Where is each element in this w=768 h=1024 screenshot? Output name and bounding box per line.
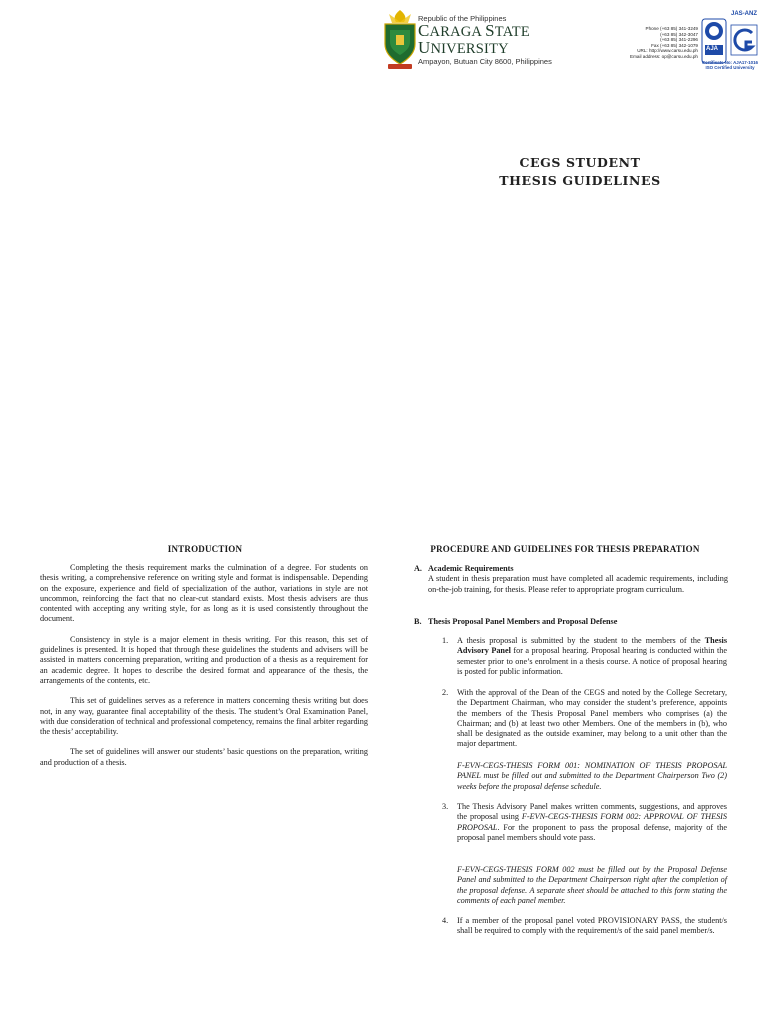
university-seal-logo xyxy=(381,8,419,70)
item-2-note: F-EVN-CEGS-THESIS FORM 001: NOMINATION OF THESIS PROPOSAL PANEL must be filled out and submitted to the Department Chairperson Two (2) weeks before the proposal defense schedule. xyxy=(457,761,727,791)
item-2-text: With the approval of the Dean of the CEGS and noted by the College Secretary, the Department Chairman, who may consider the student’s preference, appoints the members of the Thesis Proposal Panel members who comprises (a) the Chairman; and (b) at least two other Members. One of the members in (b), who shall be designated as the outside examiner, may belong to a unit other than the major department. xyxy=(457,688,727,749)
item-4-text: If a member of the proposal panel voted PROVISIONARY PASS, the student/s shall be required to comply with the requirement/s of the said panel member/s. xyxy=(457,916,727,936)
item-3-text: The Thesis Advisory Panel makes written comments, suggestions, and approves the proposal using F-EVN-CEGS-THESIS FORM 002: APPROVAL OF THESIS PROPOSAL. For the proponent to pass the proposal defense, majority of the proposal panel members should vote pass. xyxy=(457,802,727,842)
aja-label: AJA xyxy=(706,46,719,52)
item-3-note: F-EVN-CEGS-THESIS FORM 002 must be filled out by the Proposal Defense Panel and submitted to the Department Chairperson right after the completion of the proposal defense. A separate sheet should be attached to this form stating the comments of each panel member. xyxy=(457,865,727,905)
republic-label: Republic of the Philippines xyxy=(418,14,507,23)
intro-paragraph-4: The set of guidelines will answer our students’ basic questions on the preparation, writing and production of a thesis. xyxy=(40,747,368,767)
item-1-number: 1. xyxy=(442,636,449,645)
university-address: Ampayon, Butuan City 8600, Philippines xyxy=(418,57,552,66)
intro-paragraph-2: Consistency in style is a major element in thesis writing. For this reason, this set of guidelines is presented. It is hoped that through these guidelines the students and advisers will be assisted in matters concerning preparation, writing and production of a thesis as a requirement for an academic degree. It hopes to describe the desired format and appearance of the thesis, the arrangements of the contents, etc. xyxy=(40,634,368,685)
intro-paragraph-1: Completing the thesis requirement marks the culmination of a degree. For students on thesis writing, a comprehensive reference on writing style and format is indispensable. Depending on the exposure, experience and field of specialization of the author, variations in style are not uncommon, reinforcing the fact that no clear-cut standard exists. Most thesis advisers are thus contented with accepting any writing style, for as long as it is used consistently throughout the document. xyxy=(40,563,368,624)
intro-paragraph-3: This set of guidelines serves as a reference in matters concerning thesis writing but does not, in any way, guarantee final acceptability of the thesis. The student’s Oral Examination Panel, with due consideration of technical and professional competency, remains the final arbiter regarding the thesis’ acceptability. xyxy=(40,696,368,737)
introduction-body xyxy=(40,563,368,768)
item-2-number: 2. xyxy=(442,688,449,697)
introduction-heading: INTRODUCTION xyxy=(167,544,243,554)
section-a-text: A student in thesis preparation must have completed all academic requirements, including on-the-job training, for thesis. Please refer to appropriate program curriculum. xyxy=(428,574,728,594)
certificate-text: Certificate No: AJA17-1016 ISO Certified University xyxy=(702,60,758,71)
section-a xyxy=(428,564,728,595)
section-b-title: Thesis Proposal Panel Members and Proposal Defense xyxy=(428,617,618,626)
document-title-line-1: CEGS STUDENT xyxy=(519,155,641,170)
section-a-title: Academic Requirements xyxy=(428,564,514,573)
item-4-number: 4. xyxy=(442,916,449,925)
section-a-marker: A. xyxy=(414,564,422,573)
document-title-line-2: THESIS GUIDELINES xyxy=(499,173,661,188)
item-1-text: A thesis proposal is submitted by the student to the members of the Thesis Advisory Panel for a proposal hearing. Proposal hearing is conducted within the semester prior to one’s enrolment in a thesis course. A notice of proposal hearing is posted for public information. xyxy=(457,636,727,676)
procedure-heading: PROCEDURE AND GUIDELINES FOR THESIS PREPARATION xyxy=(430,544,700,554)
jas-anz-label: JAS-ANZ xyxy=(731,11,758,17)
university-name: CARAGA STATE UNIVERSITY xyxy=(418,21,530,57)
section-b-marker: B. xyxy=(414,617,422,626)
contact-info: Phone (+63 85) 341-3249 (+63 85) 342-3047 (+63 85) 341-2296 Fax (+63 85) 342-1079 URL: http://www.carsu.edu.ph Email address: op@carsu.edu.ph xyxy=(630,26,698,59)
item-3-number: 3. xyxy=(442,802,449,811)
